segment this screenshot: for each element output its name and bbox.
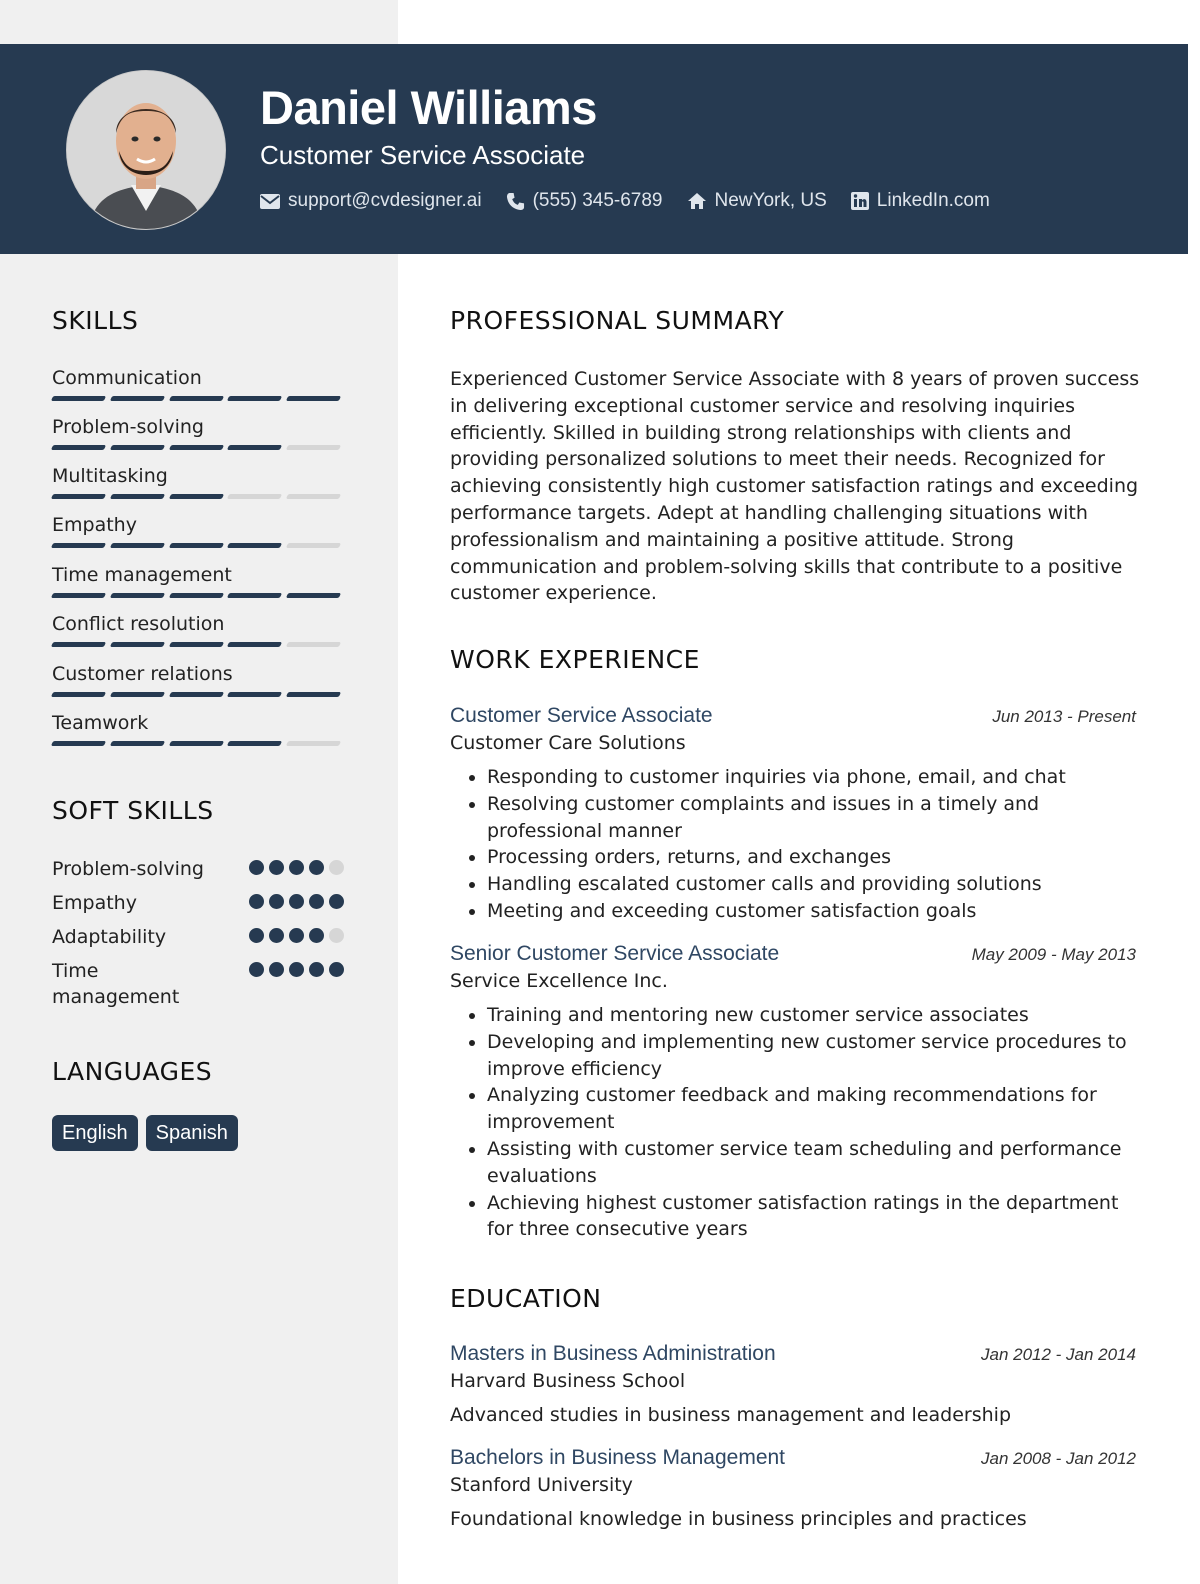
level-dot-filled [329, 894, 344, 909]
job-title: Senior Customer Service Associate [450, 942, 780, 965]
level-segment-filled [168, 396, 223, 401]
education-dates: Jan 2008 - Jan 2012 [980, 1449, 1136, 1468]
level-segment-filled [168, 445, 223, 450]
level-segment-filled [286, 692, 341, 697]
skill-item [52, 662, 344, 697]
level-dot-filled [269, 962, 284, 977]
skill-level-bar [52, 593, 344, 598]
level-dot-filled [249, 860, 264, 875]
job-entry [450, 942, 1136, 1243]
level-segment-filled [168, 741, 223, 746]
education-entry [450, 1342, 1136, 1428]
level-segment-filled [227, 445, 282, 450]
soft-skill-label: Adaptability [52, 926, 167, 948]
level-dot-filled [269, 928, 284, 943]
linkedin-text: LinkedIn.com [876, 190, 990, 211]
experience-heading: WORK EXPERIENCE [450, 645, 700, 674]
level-segment-filled [110, 543, 165, 548]
resume-header [0, 44, 1188, 254]
skill-label: Conflict resolution [52, 613, 225, 635]
level-dot-filled [289, 894, 304, 909]
level-segment-filled [51, 494, 106, 499]
level-dot-empty [329, 928, 344, 943]
summary-heading: PROFESSIONAL SUMMARY [450, 306, 785, 335]
level-segment-empty [286, 642, 341, 647]
soft-skill-item [52, 924, 344, 950]
level-dot-filled [269, 894, 284, 909]
home-icon [687, 192, 707, 210]
skill-label: Problem-solving [52, 416, 204, 438]
candidate-title: Customer Service Associate [260, 140, 586, 170]
skill-item [52, 415, 344, 450]
level-segment-empty [227, 494, 282, 499]
languages-heading: LANGUAGES [52, 1057, 213, 1086]
skill-label: Empathy [52, 514, 137, 536]
job-company: Service Excellence Inc. [450, 970, 668, 992]
education-entry [450, 1446, 1136, 1532]
level-segment-filled [51, 593, 106, 598]
level-dot-filled [249, 962, 264, 977]
soft-skill-item [52, 856, 344, 882]
job-bullet: • Training and mentoring new customer service associates [487, 1002, 1136, 1029]
level-segment-filled [110, 741, 165, 746]
skill-item [52, 711, 344, 746]
soft-skill-item [52, 890, 344, 916]
language-badge: Spanish [146, 1115, 238, 1151]
level-segment-filled [227, 692, 282, 697]
level-segment-filled [110, 642, 165, 647]
phone-text: (555) 345-6789 [532, 190, 663, 211]
level-dot-filled [329, 962, 344, 977]
job-dates: Jun 2013 - Present [992, 707, 1136, 726]
level-segment-filled [51, 642, 106, 647]
job-title: Customer Service Associate [450, 704, 713, 727]
level-dot-filled [289, 860, 304, 875]
skill-item [52, 513, 344, 548]
email-text: support@cvdesigner.ai [288, 190, 482, 211]
soft-skills-heading: SOFT SKILLS [52, 796, 214, 825]
level-segment-filled [286, 396, 341, 401]
job-entry [450, 704, 1136, 925]
education-dates: Jan 2012 - Jan 2014 [980, 1345, 1136, 1364]
skill-label: Communication [52, 367, 202, 389]
skill-level-bar [52, 642, 344, 647]
school-name: Harvard Business School [450, 1370, 686, 1392]
soft-skill-dots [249, 928, 344, 950]
level-dot-filled [249, 928, 264, 943]
level-dot-filled [269, 860, 284, 875]
level-segment-filled [51, 396, 106, 401]
soft-skill-dots [249, 860, 344, 882]
degree-title: Bachelors in Business Management [450, 1446, 786, 1469]
level-segment-filled [51, 445, 106, 450]
job-bullet: • Assisting with customer service team scheduling and performance evaluations [487, 1136, 1136, 1190]
job-company: Customer Care Solutions [450, 732, 686, 754]
level-segment-filled [168, 543, 223, 548]
level-segment-empty [286, 741, 341, 746]
level-segment-filled [110, 494, 165, 499]
job-bullet: • Handling escalated customer calls and providing solutions [487, 871, 1136, 898]
education-description: Advanced studies in business management and leadership [450, 1404, 1012, 1426]
level-dot-filled [309, 860, 324, 875]
avatar [66, 70, 226, 230]
candidate-name: Daniel Williams [260, 81, 597, 134]
level-segment-empty [286, 494, 341, 499]
skill-level-bar [52, 494, 344, 499]
job-dates: May 2009 - May 2013 [971, 945, 1136, 964]
level-dot-filled [289, 962, 304, 977]
skill-label: Time management [52, 564, 232, 586]
skill-label: Teamwork [52, 712, 149, 734]
level-dot-filled [309, 962, 324, 977]
level-segment-filled [227, 396, 282, 401]
skill-item [52, 366, 344, 401]
skill-level-bar [52, 543, 344, 548]
job-bullet: • Achieving highest customer satisfaction ratings in the department for three consecutive years [487, 1190, 1136, 1244]
level-segment-filled [227, 741, 282, 746]
skill-level-bar [52, 692, 344, 697]
contact-location [687, 190, 827, 212]
soft-skill-dots [249, 894, 344, 916]
envelope-icon [260, 194, 280, 209]
job-bullets [450, 1002, 1136, 1243]
level-dot-filled [249, 894, 264, 909]
level-segment-filled [227, 642, 282, 647]
skill-level-bar [52, 445, 344, 450]
level-dot-empty [329, 860, 344, 875]
soft-skill-dots [249, 962, 344, 1010]
level-segment-filled [51, 692, 106, 697]
level-segment-filled [110, 593, 165, 598]
school-name: Stanford University [450, 1474, 633, 1496]
job-bullet: • Resolving customer complaints and issues in a timely and professional manner [487, 791, 1136, 845]
skill-label: Multitasking [52, 465, 168, 487]
soft-skill-item [52, 958, 344, 1010]
level-segment-empty [286, 445, 341, 450]
level-segment-filled [110, 396, 165, 401]
job-bullets [450, 764, 1136, 925]
phone-icon [506, 192, 525, 211]
soft-skill-label: Empathy [52, 892, 137, 914]
location-text: NewYork, US [714, 190, 827, 211]
linkedin-icon [851, 192, 869, 210]
job-bullet: • Analyzing customer feedback and making recommendations for improvement [487, 1082, 1136, 1136]
contact-linkedin[interactable] [851, 190, 990, 212]
level-segment-filled [286, 593, 341, 598]
summary-text: Experienced Customer Service Associate with 8 years of proven success in delivering exceptional customer service and resolving inquiries efficiently. Skilled in building strong relationships with clients and providing personalized solutions to meet their needs. Recognized for achieving consistently high customer satisfaction ratings and exceeding performance targets. Adept at handling challenging situations with professionalism and maintaining a positive attitude. Strong communication and problem-solving skills that contribute to a positive customer experience. [450, 368, 1140, 605]
level-segment-filled [168, 642, 223, 647]
level-segment-filled [168, 593, 223, 598]
education-heading: EDUCATION [450, 1284, 602, 1313]
level-dot-filled [309, 894, 324, 909]
level-segment-filled [168, 692, 223, 697]
skill-item [52, 464, 344, 499]
level-segment-filled [110, 445, 165, 450]
soft-skill-label: Problem-solving [52, 858, 204, 880]
level-segment-filled [227, 593, 282, 598]
level-segment-empty [286, 543, 341, 548]
level-segment-filled [110, 692, 165, 697]
level-dot-filled [309, 928, 324, 943]
contact-phone[interactable] [506, 190, 663, 212]
level-segment-filled [227, 543, 282, 548]
job-bullet: • Meeting and exceeding customer satisfaction goals [487, 898, 1136, 925]
skill-level-bar [52, 396, 344, 401]
skill-item [52, 563, 344, 598]
education-description: Foundational knowledge in business principles and practices [450, 1508, 1027, 1530]
contact-email[interactable] [260, 190, 482, 212]
level-dot-filled [289, 928, 304, 943]
level-segment-filled [168, 494, 223, 499]
soft-skill-label: Time management [52, 960, 180, 1008]
skill-label: Customer relations [52, 663, 233, 685]
skill-item [52, 612, 344, 647]
job-bullet: • Developing and implementing new customer service procedures to improve efficiency [487, 1029, 1136, 1083]
level-segment-filled [51, 543, 106, 548]
languages-list [52, 1115, 238, 1151]
degree-title: Masters in Business Administration [450, 1342, 776, 1365]
level-segment-filled [51, 741, 106, 746]
job-bullet: • Responding to customer inquiries via phone, email, and chat [487, 764, 1136, 791]
contact-bar [260, 190, 1014, 212]
language-badge: English [52, 1115, 138, 1151]
job-bullet: • Processing orders, returns, and exchanges [487, 844, 1136, 871]
skills-heading: SKILLS [52, 306, 139, 335]
skill-level-bar [52, 741, 344, 746]
